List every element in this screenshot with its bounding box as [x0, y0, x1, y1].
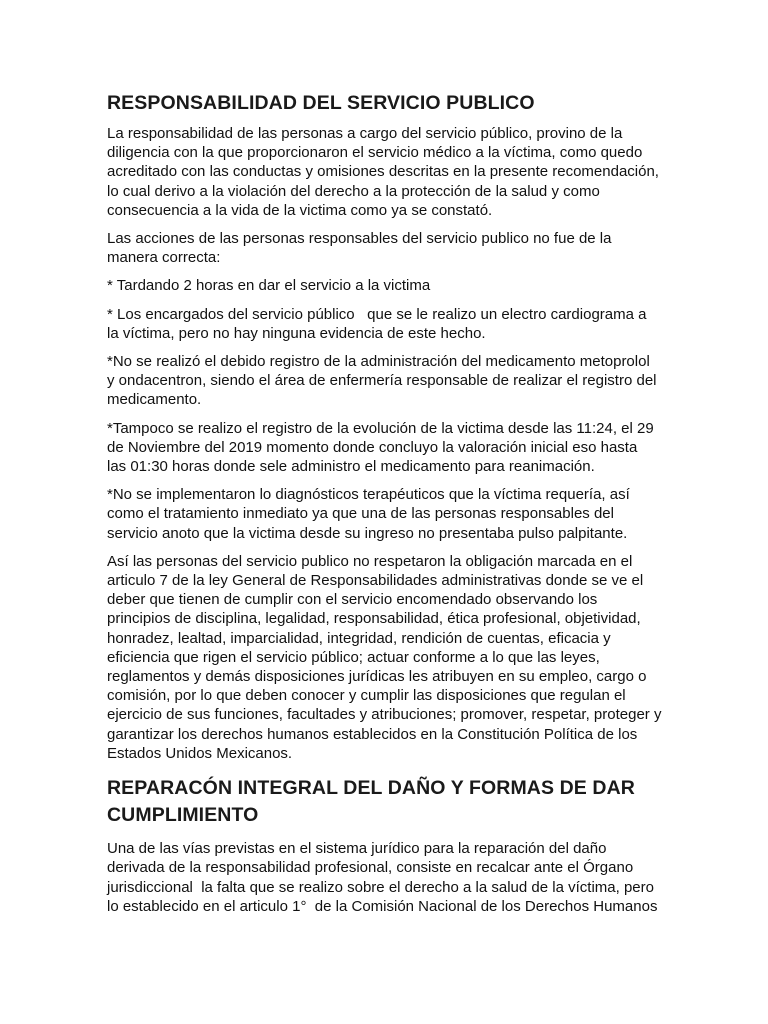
paragraph-reparacion: Una de las vías previstas en el sistema jurídico para la reparación del daño derivada de la responsabilidad profesional, consiste en recalcar ante el Órgano jurisdiccional la falta que se realizo sobre el derecho a la salud de la víctima, pero lo establecido en el articulo 1° de la Comisión Nacional de los Derechos Humanos [107, 840, 658, 915]
section-heading-reparacion: REPARACÓN INTEGRAL DEL DAÑO Y FORMAS DE DAR CUMPLIMIENTO [107, 777, 635, 827]
paragraph-acciones: Las acciones de las personas responsables del servicio publico no fue de la manera correcta: [107, 230, 612, 267]
list-item-registro-evolucion: *Tampoco se realizo el registro de la evolución de la victima desde las 11:24, el 29 de Noviembre del 2019 momento donde concluyo la valoración inicial eso hasta las 01:30 horas donde sele administro el medicamento para reanimación. [107, 419, 654, 476]
list-item-diagnosticos: *No se implementaron lo diagnósticos terapéuticos que la víctima requería, así como el tratamiento inmediato ya que una de las personas responsables del servicio anoto que la victima desde su ingreso no presentaba pulso palpitante. [107, 486, 630, 542]
paragraph-obligacion: Así las personas del servicio publico no respetaron la obligación marcada en el articulo 7 de la ley General de Responsabilidades administrativas donde se ve el deber que tienen de cumplir con el servicio encomendado observando los principios de disciplina, legalidad, responsabilidad, ética profesional, objetividad, honradez, lealtad, imparcialidad, integridad, rendición de cuentas, eficacia y eficiencia que rigen el servicio público; actuar conforme a lo que las leyes, reglamentos y demás disposiciones jurídicas les atribuyen en su empleo, cargo o comisión, por lo que deben conocer y cumplir las disposiciones que regulan el ejercicio de sus funciones, facultades y atribuciones; promover, respetar, proteger y garantizar los derechos humanos establecidos en la Constitución Política de los Estados Unidos Mexicanos. [107, 552, 662, 762]
paragraph-intro: La responsabilidad de las personas a cargo del servicio público, provino de la diligencia con la que proporcionaron el servicio médico a la víctima, como quedo acreditado con las conductas y omisiones descritas en la presente recomendación, lo cual derivo a la violación del derecho a la protección de la salud y como consecuencia a la vida de la victima como ya se constató. [107, 125, 659, 219]
list-item-registro-medicamento: *No se realizó el debido registro de la administración del medicamento metoprolol y ondacentron, siendo el área de enfermería responsable de realizar el registro del medicamento. [107, 353, 657, 409]
section-heading-responsabilidad: RESPONSABILIDAD DEL SERVICIO PUBLICO [107, 92, 535, 114]
list-item-tardando: * Tardando 2 horas en dar el servicio a la victima [107, 277, 431, 295]
list-item-electrocardiograma: * Los encargados del servicio público que se le realizo un electro cardiograma a la víctima, pero no hay ninguna evidencia de este hecho. [107, 305, 647, 342]
